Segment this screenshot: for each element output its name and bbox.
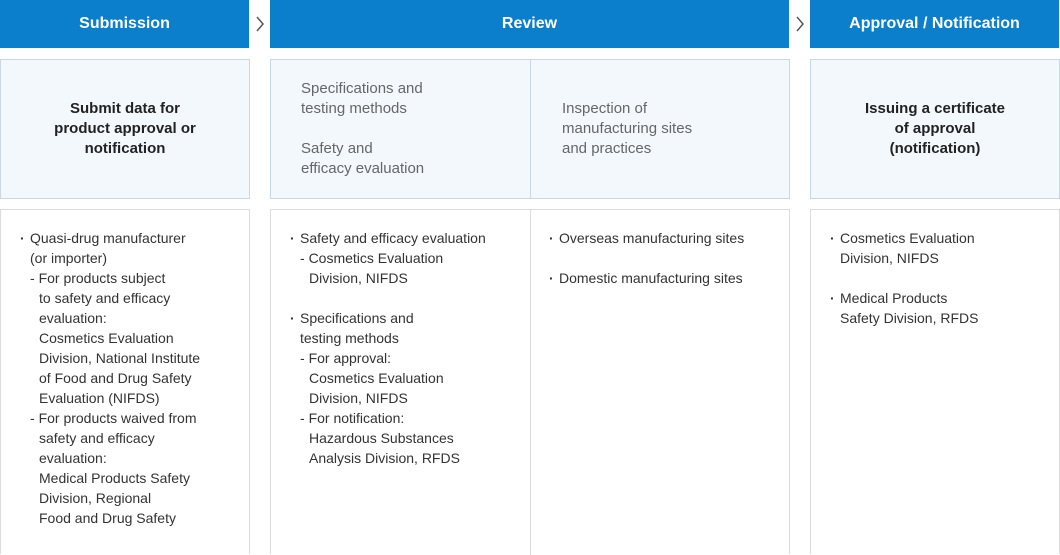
list-item: Hazardous Substances	[309, 430, 454, 446]
review-detail-list-right	[549, 228, 744, 288]
review-panel-divider	[530, 210, 531, 555]
step-text-line: product approval or	[54, 120, 196, 137]
step-text-line: Issuing a certificate	[864, 100, 1006, 117]
list-item: Analysis Division, RFDS	[309, 450, 460, 466]
step-text-line: Submit data for	[69, 100, 180, 117]
list-item: Medical Products Safety	[39, 470, 190, 486]
list-item: · Domestic manufacturing sites	[549, 268, 744, 288]
approval-step-text	[811, 99, 1059, 159]
step-text-line: (notification)	[889, 140, 981, 157]
list-item: Division, NIFDS	[309, 270, 408, 286]
review-box-divider	[530, 60, 531, 198]
approval-detail-list	[830, 228, 978, 328]
list-item: Division, Regional	[39, 490, 152, 506]
header-review	[270, 0, 789, 48]
header-approval-label: Approval / Notification	[849, 15, 1020, 32]
review-spec-text	[301, 79, 424, 179]
review-inspection-text	[562, 99, 692, 159]
step-text-line: efficacy evaluation	[301, 160, 425, 177]
list-item: evaluation:	[39, 450, 107, 466]
list-item: evaluation:	[39, 310, 107, 326]
submission-detail-list	[20, 228, 200, 528]
list-item: Food and Drug Safety	[39, 510, 176, 526]
submission-detail-panel	[0, 209, 250, 554]
list-item: to safety and efficacy	[39, 290, 171, 306]
header-submission	[0, 0, 249, 48]
list-item: · Specifications and	[290, 308, 486, 328]
list-item: · Overseas manufacturing sites	[549, 228, 744, 248]
approval-step-box	[810, 59, 1060, 199]
step-text-line: of approval	[894, 120, 976, 137]
list-item: - Cosmetics Evaluation	[290, 248, 486, 268]
step-text-line: Safety and	[301, 140, 373, 157]
review-detail-list-left	[290, 228, 486, 468]
list-item: - For approval:	[290, 348, 486, 368]
submission-step-box	[0, 59, 250, 199]
review-step-box	[270, 59, 790, 199]
step-text-line: manufacturing sites	[562, 120, 693, 137]
list-item: - For products subject	[20, 268, 200, 288]
list-item: Division, NIFDS	[309, 390, 408, 406]
list-item: safety and efficacy	[39, 430, 155, 446]
list-item: Evaluation (NIFDS)	[39, 390, 160, 406]
list-item: · Safety and efficacy evaluation	[290, 228, 486, 248]
list-item: of Food and Drug Safety	[39, 370, 192, 386]
list-item: - For products waived from	[20, 408, 200, 428]
list-item: Division, NIFDS	[840, 250, 939, 266]
step-text-line: and practices	[562, 140, 652, 157]
list-item: Safety Division, RFDS	[840, 310, 979, 326]
header-review-label: Review	[501, 15, 558, 32]
list-item: Division, National Institute	[39, 350, 201, 366]
list-item: · Cosmetics Evaluation	[830, 228, 978, 248]
list-item: - For notification:	[290, 408, 486, 428]
header-submission-label: Submission	[79, 15, 170, 32]
step-text-line: Specifications and	[301, 80, 423, 97]
submission-step-text	[1, 99, 249, 159]
list-item: testing methods	[300, 330, 399, 346]
header-approval	[810, 0, 1059, 48]
list-item: (or importer)	[30, 250, 108, 266]
step-text-line: Inspection of	[562, 100, 648, 117]
review-detail-panel	[270, 209, 790, 554]
list-item: Cosmetics Evaluation	[309, 370, 444, 386]
chevron-right-icon	[793, 14, 807, 34]
list-item: · Quasi-drug manufacturer	[20, 228, 200, 248]
list-item: · Medical Products	[830, 288, 978, 308]
step-text-line: testing methods	[301, 100, 407, 117]
approval-detail-panel	[810, 209, 1060, 554]
step-text-line: notification	[84, 140, 166, 157]
chevron-right-icon	[253, 14, 267, 34]
list-item: Cosmetics Evaluation	[39, 330, 174, 346]
